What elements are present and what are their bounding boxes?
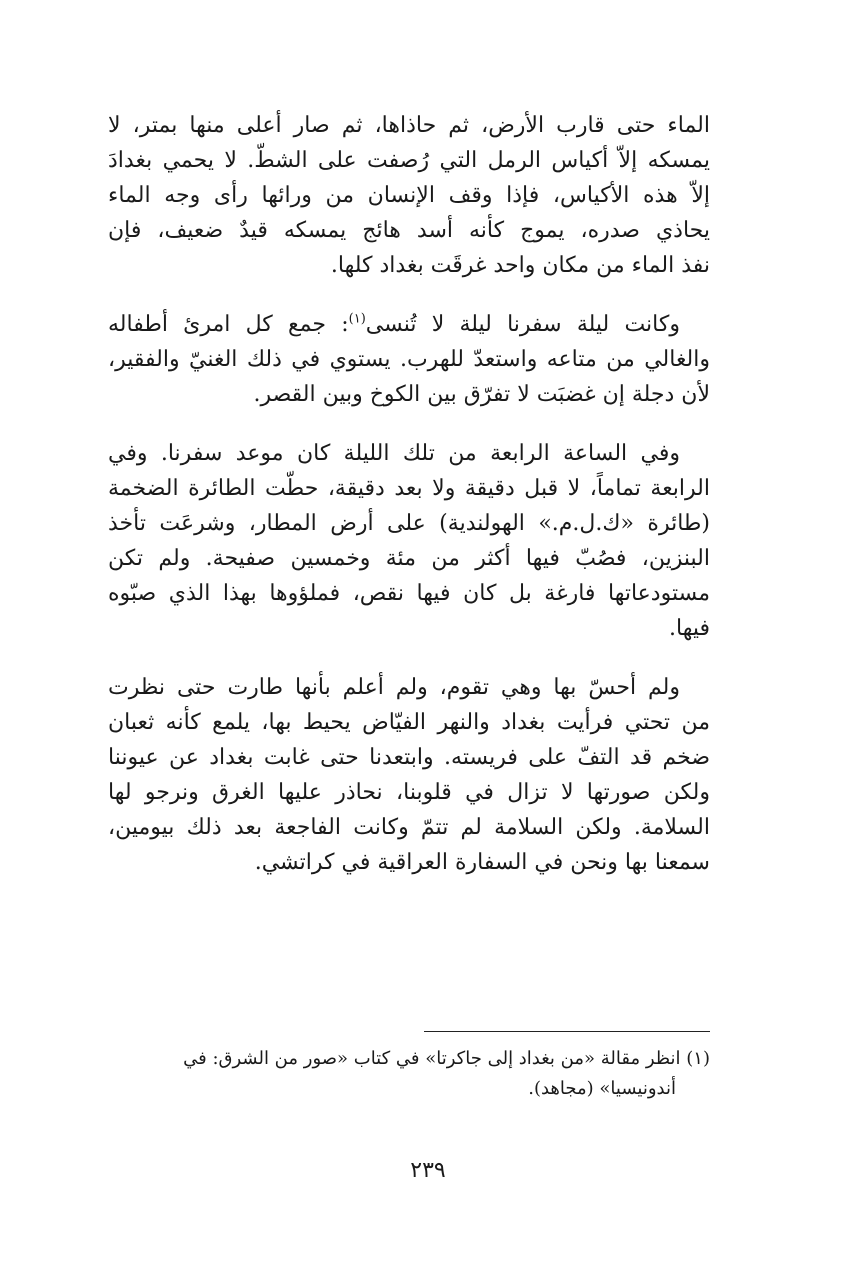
paragraph-3 <box>108 436 710 646</box>
text-line: من تحتي فرأيت بغداد والنهر الفيّاض يحيط بها، يلمع كأنه ثعبان <box>108 710 710 735</box>
text-line: (طائرة «ك.ل.م.» الهولندية) على أرض المطار، وشرعَت تأخذ <box>108 511 710 536</box>
body-text <box>108 108 710 904</box>
text-line <box>108 307 710 342</box>
text-line: البنزين، فصُبّ فيها أكثر من مئة وخمسين صفيحة. ولم تكن <box>108 546 710 571</box>
text-line: وفي الساعة الرابعة من تلك الليلة كان موعد سفرنا. وفي <box>108 441 680 466</box>
footnote-reference[interactable]: (١) <box>348 311 366 327</box>
text-line: سمعنا بها ونحن في السفارة العراقية في كراتشي. <box>254 850 710 875</box>
footnote-line: أندونيسيا» (مجاهد). <box>528 1078 676 1099</box>
text-line: والغالي من متاعه واستعدّ للهرب. يستوي في ذلك الغنيّ والفقير، <box>108 347 710 372</box>
text-line: مستودعاتها فارغة بل كان فيها نقص، فملؤوها بهذا الذي صبّوه <box>108 581 710 606</box>
text-line: السلامة. ولكن السلامة لم تتمّ وكانت الفاجعة بعد ذلك بيومين، <box>108 815 710 840</box>
footnotes <box>112 1044 710 1104</box>
text-line: نفذ الماء من مكان واحد غرقَت بغداد كلها. <box>330 253 710 278</box>
page-number: ٢٣٩ <box>410 1158 446 1183</box>
text-line: ضخم قد التفّ على فريسته. وابتعدنا حتى غابت بغداد عن عيوننا <box>108 745 710 770</box>
text-line: الماء حتى قارب الأرض، ثم حاذاها، ثم صار أعلى منها بمتر، لا <box>108 113 710 138</box>
paragraph-1 <box>108 108 710 283</box>
footnote-separator <box>424 1031 710 1032</box>
paragraph-4 <box>108 670 710 880</box>
text-line: يحاذي صدره، يموج كأنه أسد هائج يمسكه قيدٌ ضعيف، فإن <box>108 218 710 243</box>
text-line: إلاّ هذه الأكياس، فإذا وقف الإنسان من ورائها رأى وجه الماء <box>108 183 710 208</box>
text-segment: : جمع كل امرئ أطفاله <box>108 312 349 337</box>
text-line: يمسكه إلاّ أكياس الرمل التي رُصفت على الشطّ. لا يحمي بغدادَ <box>108 148 710 173</box>
text-line: الرابعة تماماً، لا قبل دقيقة ولا بعد دقيقة، حطّت الطائرة الضخمة <box>108 476 710 501</box>
text-line: فيها. <box>669 616 710 641</box>
text-line: ولم أحسّ بها وهي تقوم، ولم أعلم بأنها طارت حتى نظرت <box>108 675 680 700</box>
text-line: ولكن صورتها لا تزال في قلوبنا، نحاذر عليها الغرق ونرجو لها <box>108 780 710 805</box>
text-segment: وكانت ليلة سفرنا ليلة لا تُنسى <box>365 312 680 337</box>
paragraph-2 <box>108 307 710 412</box>
text-line: لأن دجلة إن غضبَت لا تفرّق بين الكوخ وبين القصر. <box>253 382 710 407</box>
footnote-line: (١) انظر مقالة «من بغداد إلى جاكرتا» في كتاب «صور من الشرق: في <box>183 1048 710 1069</box>
